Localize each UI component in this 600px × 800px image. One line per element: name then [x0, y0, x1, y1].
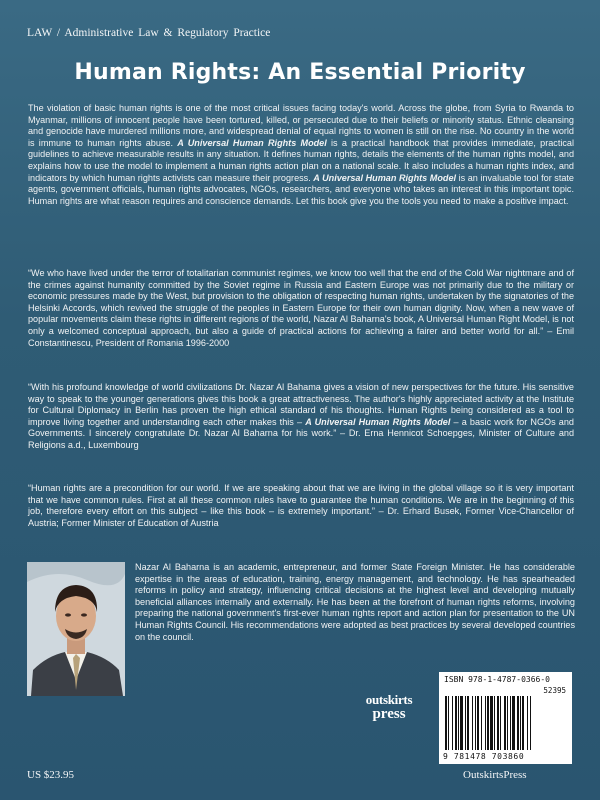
barcode-bar	[527, 696, 528, 750]
intro-text-2: is a practical handbook that provides immediate, practical guidelines to achieve measurable results in any situation. It defines human rights, details the elements of the human rights model, and explains how to use the model to implement a human rights action plan on a national scale. It also includes a human rights index, and indicators by which human rights activists can measure their progress.	[28, 137, 574, 183]
intro-book-title-2: A Universal Human Rights Model	[313, 172, 457, 183]
barcode-bar	[472, 696, 473, 750]
endorsement-quote-busek: “Human rights are a precondition for our world. If we are speaking about that we are living in the global village so it is very important that we have common rules. First at all these common rules have to guarantee the human conditions. We are in the beginning of this job, therefore every effort on this subject – like this book – is extremely important.” – Dr. Erhard Busek, Former Vice-Chancellor of Austria; Former Minister of Education of Austria	[28, 483, 574, 528]
barcode-bar	[520, 696, 521, 750]
barcode-bar	[485, 696, 486, 750]
price: US $23.95	[27, 769, 75, 781]
intro-text-3: is an invaluable tool for state agents, government officials, human rights advocates, NGOs, researchers, and everyone who takes an interest in this important topic. Human rights are what reason requires and conscience demands. Let this book give you the tools you need to make a positive impact.	[28, 172, 574, 206]
intro-paragraph	[28, 103, 574, 207]
endorsement-quote-constantinescu: “We who have lived under the terror of totalitarian communist regimes, we know too well that the end of the Cold War nightmare and of the crimes against humanity committed by the Soviet regime in Russia and Eastern Europe was not primarily due to the military or economic pressures made by the West, but provision to the obligation of respecting human rights, undertaken by the signatories of the Helsinki Accords, which revived the struggle of the peoples in Eastern Europe for their own human dignity. Now, when a new wave of popular movements claim these rights in different regions of the world, Nazar Al Baharna's book, A Universal Human Right Model, is not only a welcomed conceptual approach, but also a guide of practical actions for achieving a fairer and better world for all.” – Emil Constantinescu, President of Romania 1996-2000	[28, 268, 574, 348]
isbn-barcode	[439, 672, 572, 764]
isbn-label: ISBN 978-1-4787-0366-0	[444, 675, 550, 684]
barcode-bar	[445, 696, 447, 750]
barcode-bar	[510, 696, 511, 750]
barcode-bar	[522, 696, 524, 750]
quote2-book-title: A Universal Human Rights Model	[305, 416, 451, 427]
barcode-bar	[448, 696, 449, 750]
publisher-logo-bottom: press	[372, 706, 406, 722]
barcode-bars-icon	[443, 696, 568, 752]
barcode-bar	[500, 696, 501, 750]
barcode-bar	[475, 696, 476, 750]
author-portrait-icon	[27, 562, 125, 696]
barcode-bar	[455, 696, 457, 750]
barcode-bar	[460, 696, 463, 750]
barcode-bar	[481, 696, 482, 750]
quote2-text-1: “With his profound knowledge of world civilizations Dr. Nazar Al Bahama gives a vision of new perspectives for the future. His sensitive way to speak to the younger generations gives this book a great attractiveness. The author's highly appreciated activity at the Institute for Cultural Diplomacy in Berlin has proven the high ethical standard of his thoughts. Human Rights being considered as a tool to improve living together and understanding each other makes this –	[28, 382, 574, 427]
barcode-price-code: 52395	[543, 686, 566, 695]
author-photo	[27, 562, 125, 696]
book-title: Human Rights: An Essential Priority	[74, 60, 526, 85]
publisher-logo-top: outskirts	[365, 692, 413, 707]
barcode-bar	[465, 696, 466, 750]
publisher-logo	[355, 693, 423, 729]
barcode-bar	[458, 696, 459, 750]
barcode-bar	[504, 696, 506, 750]
publisher-name: OutskirtsPress	[463, 769, 527, 781]
barcode-bar	[467, 696, 469, 750]
barcode-bar	[530, 696, 531, 750]
barcode-bar	[487, 696, 489, 750]
isbn-digits: 9 781478 703860	[443, 752, 525, 761]
endorsement-quote-schoepges	[28, 382, 574, 452]
author-bio: Nazar Al Baharna is an academic, entrepreneur, and former State Foreign Minister. He has considerable expertise in the areas of education, training, energy management, and technology. He has spearheaded reforms in policy and strategy, influencing critical decisions at the highest level and developing mutually beneficial alliances internally and externally. He has been at the forefront of human rights reforms, involving preparing the national government's first-ever human rights report and action plan for presentation to the UN Human Rights Council. His recommendations were adopted as best practices by several developed countries on the council.	[135, 562, 575, 642]
quote2-text-2: – a basic work for NGOs and Governments. I sincerely congratulate Dr. Nazar Al Baharna for his work.” – Dr. Erna Hennicot Schoepges, Minister of Culture and Religions a.d., Luxembourg	[28, 416, 574, 450]
barcode-bar	[494, 696, 495, 750]
barcode-bar	[507, 696, 508, 750]
barcode-bar	[512, 696, 515, 750]
barcode-bar	[490, 696, 493, 750]
intro-text-1: The violation of basic human rights is one of the most critical issues facing today's world. Across the globe, from Syria to Rwanda to Myanmar, millions of innocent people have been tortured, killed, or persecuted due to their beliefs or minority status. Ethnic cleansing and genocide have murdered millions more, and widespread denial of equal rights to women is still on the rise. No country in the world is immune to human rights abuse.	[28, 103, 574, 148]
category-label: LAW / Administrative Law & Regulatory Practice	[27, 27, 271, 39]
intro-book-title-1: A Universal Human Rights Model	[177, 137, 327, 148]
barcode-bar	[452, 696, 453, 750]
barcode-bar	[517, 696, 519, 750]
barcode-bar	[477, 696, 479, 750]
barcode-bar	[497, 696, 499, 750]
